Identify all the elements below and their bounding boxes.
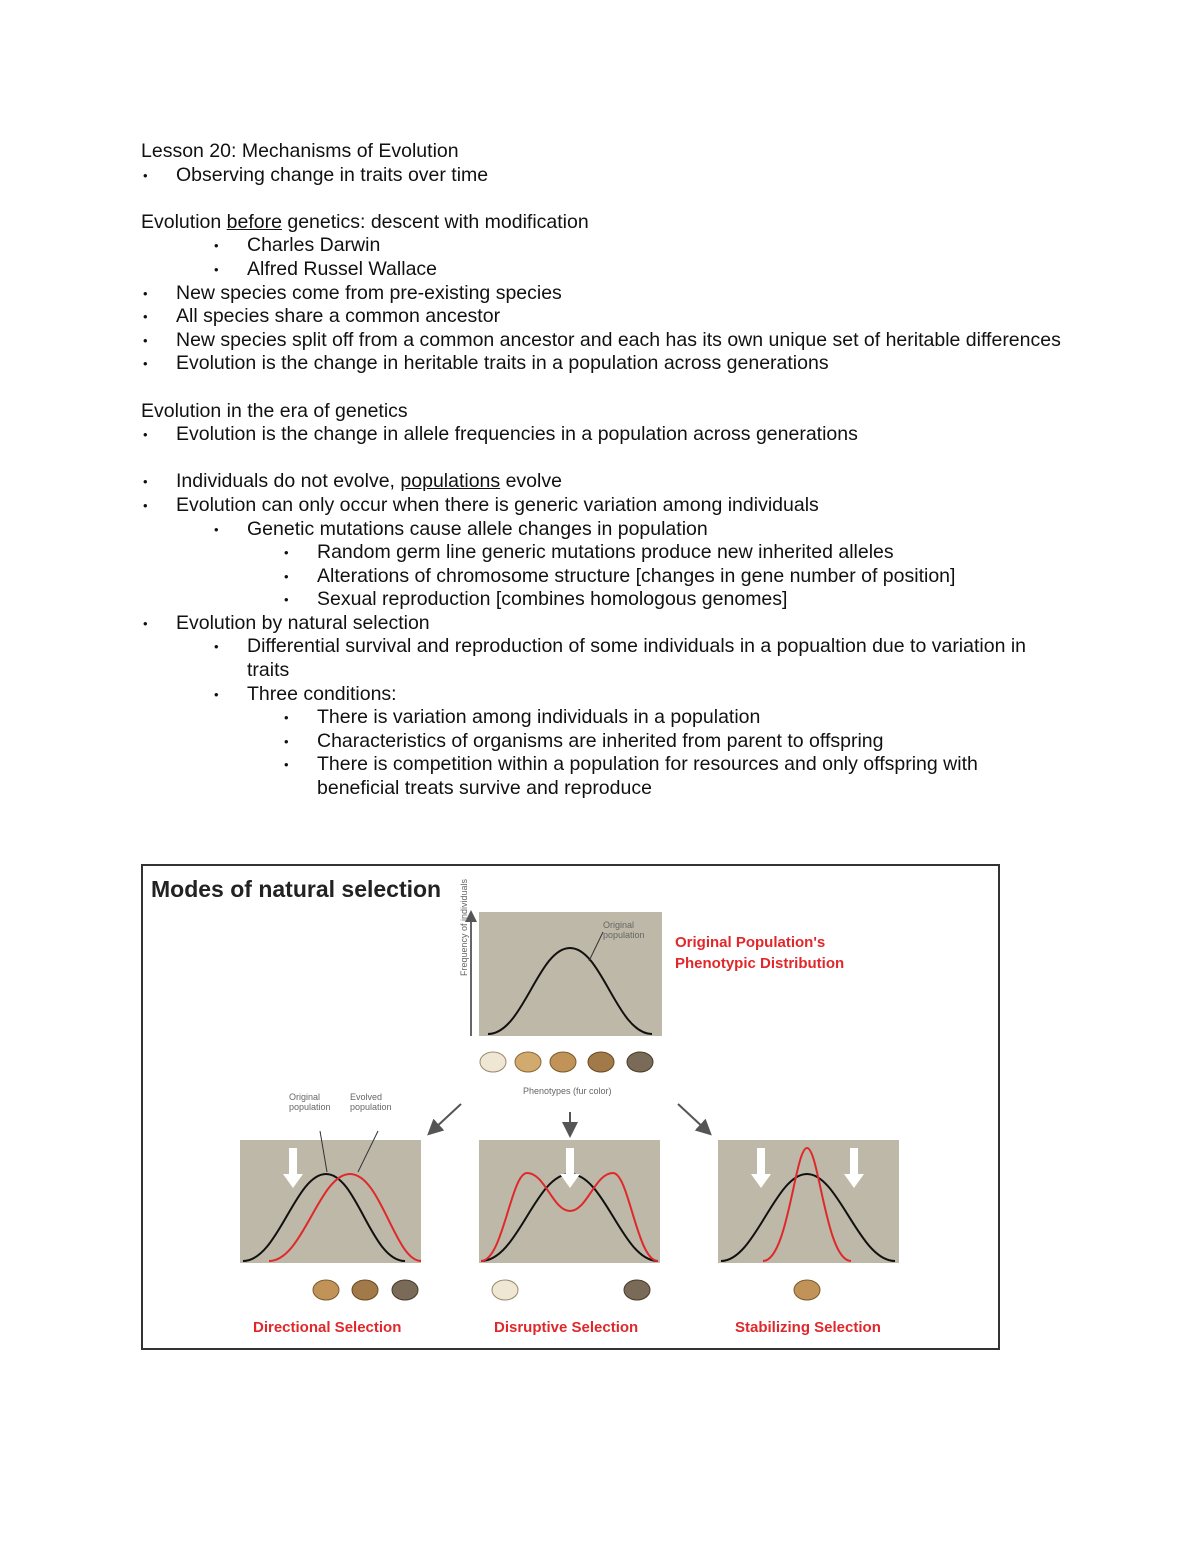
section-heading: Evolution before genetics: descent with modification (141, 210, 589, 233)
lesson-title: Lesson 20: Mechanisms of Evolution (141, 140, 459, 162)
bullet: • Alfred Russel Wallace (214, 257, 438, 280)
lecture-notes (141, 140, 1081, 801)
x-axis-label: Phenotypes (fur color) (523, 1086, 612, 1096)
bullet: • Sexual reproduction [combines homologous genomes] (284, 588, 788, 611)
disruptive-selection-label: Disruptive Selection (494, 1319, 639, 1336)
directional-selection-label: Directional Selection (253, 1319, 402, 1336)
bullet: • All species share a common ancestor (143, 305, 501, 328)
mouse-icons-row (480, 1052, 653, 1072)
natural-selection-figure (141, 864, 1000, 1350)
bullet: • Individuals do not evolve, populations evolve (143, 470, 562, 493)
evolved-population-label: Evolved population (350, 1092, 392, 1112)
bullet: • Three conditions: (214, 682, 397, 705)
bullet: • Evolution can only occur when there is generic variation among individuals (143, 493, 819, 516)
bullet: • Differential survival and reproduction of some individuals in a popualtion due to variation in traits (214, 635, 1027, 682)
bullet: • New species come from pre-existing species (143, 281, 562, 304)
bullet: • Evolution is the change in heritable traits in a population across generations (143, 352, 829, 375)
directional-panel (240, 1131, 421, 1300)
original-distribution-label: Original Population's Phenotypic Distribution (675, 934, 845, 972)
figure-title: Modes of natural selection (151, 876, 442, 902)
original-population-small-label: Original population (289, 1092, 331, 1112)
disruptive-panel (479, 1140, 660, 1300)
bullet: • There is variation among individuals in a population (284, 706, 761, 729)
stabilizing-selection-label: Stabilizing Selection (735, 1319, 881, 1336)
arrow-right (678, 1104, 706, 1130)
bullet: • Evolution by natural selection (143, 611, 430, 634)
bullet: • Charles Darwin (214, 234, 381, 257)
y-axis-label: Frequency of individuals (459, 878, 469, 976)
bullet: • Characteristics of organisms are inherited from parent to offspring (284, 729, 884, 752)
bullet: • Random germ line generic mutations produce new inherited alleles (284, 541, 894, 564)
bullet: • Genetic mutations cause allele changes in population (214, 517, 708, 540)
figure-graphics (143, 866, 998, 1348)
bullet: • Observing change in traits over time (143, 163, 489, 186)
original-population-label: Original population (603, 920, 645, 940)
bullet: • There is competition within a population for resources and only offspring with beneficial treats survive and reproduce (284, 753, 978, 800)
bullet: • Alterations of chromosome structure [changes in gene number of position] (284, 564, 956, 587)
section-heading: Evolution in the era of genetics (141, 399, 408, 422)
bullet: • Evolution is the change in allele frequencies in a population across generations (143, 423, 858, 446)
bullet: • New species split off from a common ancestor and each has its own unique set of heritable differences (143, 328, 1061, 351)
stabilizing-panel (718, 1140, 899, 1300)
arrow-left (433, 1104, 461, 1130)
